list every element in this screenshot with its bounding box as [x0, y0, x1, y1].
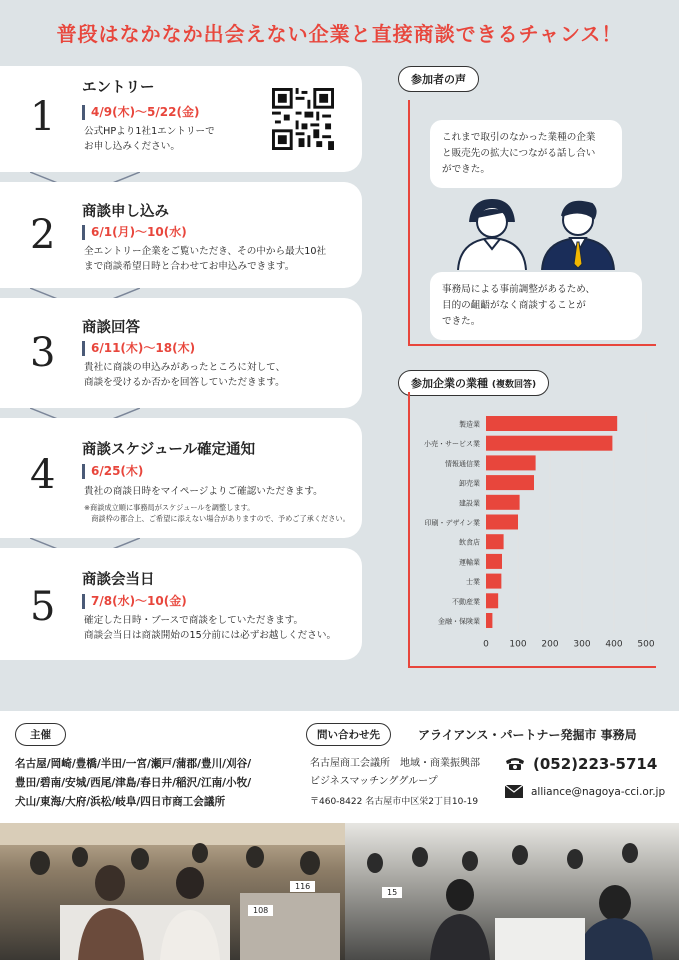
- step-number: 3: [30, 330, 56, 376]
- step-number: 1: [30, 94, 56, 140]
- contact-phone[interactable]: [505, 755, 657, 773]
- footer: [0, 711, 679, 823]
- voice-bubble-1: これまで取引のなかった業種の企業 と販売先の拡大につながる話し合い ができた。: [430, 120, 622, 188]
- step-date: 6/1(月)～10(水): [82, 225, 187, 240]
- step-5: [0, 548, 362, 660]
- chart-label-main: 参加企業の業種: [411, 377, 488, 390]
- contact-label: 問い合わせ先: [306, 723, 391, 746]
- step-title: エントリー: [82, 80, 155, 96]
- bar: [486, 593, 498, 608]
- step-2: [0, 182, 362, 288]
- category-label: 運輸業: [459, 558, 480, 567]
- bar: [486, 436, 612, 451]
- category-label: 不動産業: [452, 597, 480, 606]
- step-description: 貴社の商談日時をマイページよりご確認いただきます。: [84, 486, 323, 497]
- chart-label-sub: (複数回答): [491, 380, 537, 390]
- x-tick-label: 500: [637, 639, 655, 650]
- phone-number[interactable]: (052)223-5714: [533, 755, 658, 773]
- step-title: 商談申し込み: [82, 204, 169, 220]
- chart-panel: [408, 392, 656, 668]
- x-tick-label: 200: [541, 639, 559, 650]
- x-tick-label: 100: [509, 639, 527, 650]
- x-tick-label: 300: [573, 639, 591, 650]
- headline: 普段はなかなか出会えない企業と直接商談できるチャンス！: [56, 22, 623, 46]
- contact-department: 名古屋商工会議所 地域・商業振興部 ビジネスマッチンググループ: [310, 758, 480, 787]
- step-number: 4: [30, 452, 56, 498]
- bar: [486, 515, 518, 530]
- x-tick-label: 0: [483, 639, 489, 650]
- qr-code-icon[interactable]: [272, 88, 334, 150]
- category-label: 士業: [466, 578, 480, 587]
- category-label: 小売・サービス業: [424, 440, 480, 449]
- contact-email[interactable]: [505, 785, 665, 798]
- step-number: 2: [30, 212, 56, 258]
- step-note: ※商談成立順に事務局がスケジュールを調整します。 商談枠の都合上、ご希望に添えない場合がありますので、予めご了承ください。: [84, 503, 350, 523]
- person-illustration: [450, 192, 620, 270]
- email-address[interactable]: alliance@nagoya-cci.or.jp: [531, 785, 666, 798]
- mail-icon: [505, 785, 523, 798]
- step-description: 確定した日時・ブースで商談をしていただきます。 商談会当日は商談開始の15分前には必ずお越しください。: [84, 615, 337, 641]
- category-label: 情報通信業: [445, 459, 480, 468]
- step-title: 商談会当日: [82, 572, 155, 588]
- voice-label: 参加者の声: [398, 66, 479, 92]
- step-date: 6/25(木): [82, 464, 143, 479]
- bar: [486, 416, 617, 431]
- table-number-card: 15: [382, 887, 402, 898]
- voice-bubble-2: 事務局による事前調整があるため、 目的の齟齬がなく商談することが できた。: [430, 272, 642, 340]
- bar: [486, 574, 501, 589]
- contact-address: 〒460-8422 名古屋市中区栄2丁目10-19: [310, 797, 479, 807]
- category-label: 飲食店: [459, 538, 480, 547]
- category-label: 金融・保険業: [438, 617, 480, 626]
- step-title: 商談回答: [82, 320, 140, 336]
- category-label: 印刷・デザイン業: [424, 519, 480, 527]
- voice-panel: [408, 100, 656, 346]
- bar: [486, 495, 520, 510]
- category-label: 建設業: [459, 499, 480, 508]
- bar: [486, 475, 534, 490]
- bar: [486, 534, 504, 549]
- phone-icon: [505, 757, 525, 771]
- category-label: 製造業: [459, 420, 480, 429]
- step-date: 4/9(木)～5/22(金): [82, 105, 199, 120]
- x-tick-label: 400: [605, 639, 623, 650]
- step-date: 6/11(木)～18(木): [82, 341, 195, 356]
- step-3: [0, 298, 362, 408]
- contact-organization: アライアンス・パートナー発掘市 事務局: [418, 728, 637, 742]
- step-number: 5: [30, 584, 56, 630]
- table-number-card: 108: [248, 905, 273, 916]
- step-description: 公式HPより1社1エントリーで お申し込みください。: [84, 126, 215, 152]
- table-number-card: 116: [290, 881, 315, 892]
- step-date: 7/8(水)～10(金): [82, 594, 187, 609]
- event-photos: [0, 823, 679, 960]
- step-title: 商談スケジュール確定通知: [82, 442, 256, 458]
- step-4: [0, 418, 362, 538]
- organizer-list: 名古屋/岡崎/豊橋/半田/一宮/瀬戸/蒲郡/豊川/刈谷/ 豊田/碧南/安城/西尾/津島/春日井/稲沢/江南/小牧/ 犬山/東海/大府/浜松/岐阜/四日市商工会議所: [15, 758, 252, 808]
- step-1: [0, 66, 362, 172]
- bar: [486, 455, 536, 470]
- bar: [486, 613, 492, 628]
- step-description: 全エントリー企業をご覧いただき、その中から最大10社 まで商談希望日時と合わせてお申込みできます。: [84, 246, 327, 272]
- organizer-label: 主催: [15, 723, 66, 746]
- bar: [486, 554, 502, 569]
- category-label: 卸売業: [459, 479, 480, 488]
- industry-bar-chart: [408, 392, 656, 668]
- step-description: 貴社に商談の申込みがあったところに対して、 商談を受けるか否かを回答していただきます。: [84, 362, 286, 388]
